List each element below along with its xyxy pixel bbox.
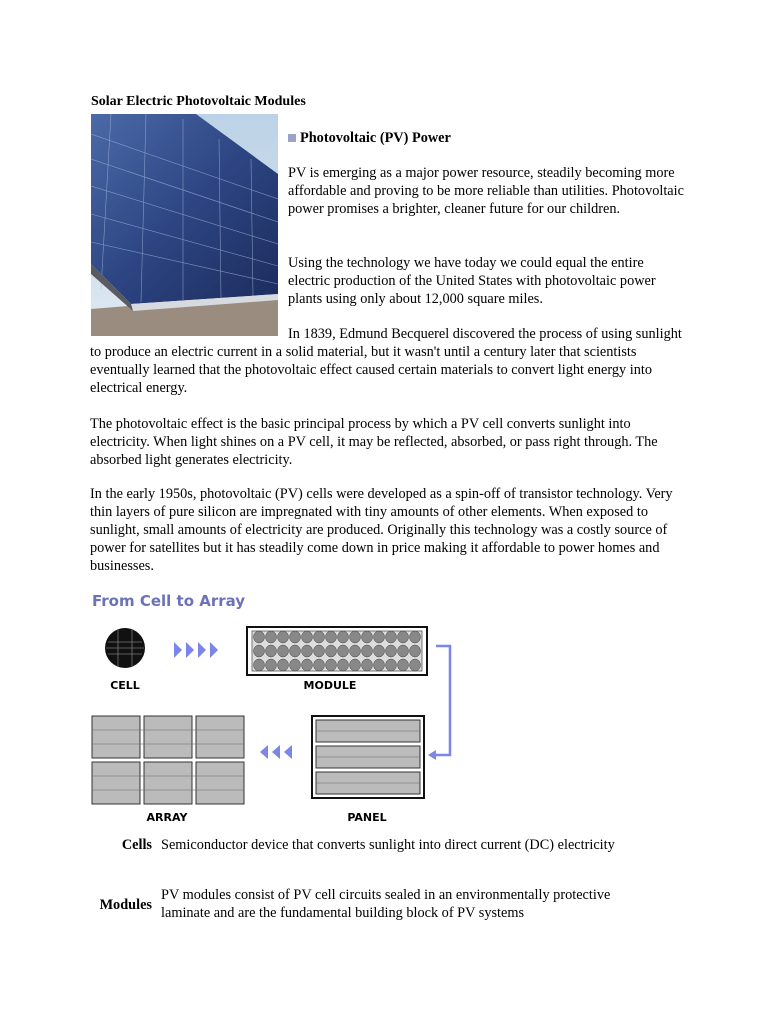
module-cell-oval xyxy=(374,631,385,643)
module-cell-oval xyxy=(302,659,313,671)
module-cell-oval xyxy=(338,659,349,671)
module-cell-oval xyxy=(314,659,325,671)
label-panel: PANEL xyxy=(347,811,387,824)
section-heading: Photovoltaic (PV) Power xyxy=(288,129,451,147)
module-cell-oval xyxy=(278,659,289,671)
connector-line xyxy=(436,646,450,755)
label-module: MODULE xyxy=(303,679,357,692)
paragraph-1950s: In the early 1950s, photovoltaic (PV) cells were developed as a spin-off of transistor technology. Very thin layers of pure silicon are impregnated with tiny amounts of other elements. When exposed to sunlight, small amounts of electricity are produced. Originally this technology was a costly source of power for satellites but it has steadily come down in price making it affordable to power homes and businesses. xyxy=(90,486,673,574)
module-cell-oval xyxy=(254,645,265,657)
module-cell-oval xyxy=(266,631,277,643)
module-cell-oval xyxy=(338,645,349,657)
diagram-title: From Cell to Array xyxy=(92,592,246,610)
module-cell-oval xyxy=(374,645,385,657)
connector-arrowhead-icon xyxy=(428,750,436,760)
definition-desc-modules: PV modules consist of PV cell circuits sealed in an environmentally protective laminate and are the fundamental building block of PV systems xyxy=(161,887,611,921)
module-cell-oval xyxy=(410,659,421,671)
module-cell-oval xyxy=(398,659,409,671)
module-cell-oval xyxy=(374,659,385,671)
module-cell-oval xyxy=(350,645,361,657)
module-cell-oval xyxy=(386,659,397,671)
page-title: Solar Electric Photovoltaic Modules xyxy=(91,94,306,109)
square-bullet-icon xyxy=(288,134,296,142)
module-cell-oval xyxy=(326,645,337,657)
module-cell-oval xyxy=(326,659,337,671)
array-icon xyxy=(92,716,244,804)
module-cell-oval xyxy=(266,645,277,657)
module-cell-oval xyxy=(362,645,373,657)
module-cell-oval xyxy=(278,631,289,643)
module-cell-oval xyxy=(266,659,277,671)
module-cell-oval xyxy=(410,645,421,657)
module-cell-oval xyxy=(386,631,397,643)
definition-term-cells: Cells xyxy=(121,837,152,853)
module-cell-oval xyxy=(278,645,289,657)
module-cell-oval xyxy=(314,631,325,643)
label-array: ARRAY xyxy=(146,811,188,824)
module-cell-oval xyxy=(338,631,349,643)
module-cell-oval xyxy=(314,645,325,657)
module-cell-oval xyxy=(410,631,421,643)
module-cell-oval xyxy=(326,631,337,643)
paragraph-becquerel: In 1839, Edmund Becquerel discovered the process of using sunlight to produce an electric current in a solid material, but it wasn't until a century later that scientists eventually learned that the photovoltaic effect caused certain materials to convert light energy into electrical energy. xyxy=(90,326,682,396)
module-cell-oval xyxy=(362,659,373,671)
label-cell: CELL xyxy=(110,679,140,692)
right-arrows-icon xyxy=(174,642,218,658)
module-cell-oval xyxy=(290,659,301,671)
module-cell-oval xyxy=(302,631,313,643)
module-cell-oval xyxy=(350,631,361,643)
cell-to-array-diagram xyxy=(90,620,470,835)
definition-desc-cells: Semiconductor device that converts sunlight into direct current (DC) electricity xyxy=(161,837,615,853)
module-cell-oval xyxy=(398,645,409,657)
module-cell-oval xyxy=(350,659,361,671)
cell-icon xyxy=(105,628,145,668)
module-cell-oval xyxy=(398,631,409,643)
paragraph-technology: Using the technology we have today we could equal the entire electric production of the United States with photovoltaic power plants using only about 12,000 square miles. xyxy=(288,255,656,307)
module-cell-oval xyxy=(254,631,265,643)
module-cell-oval xyxy=(302,645,313,657)
left-arrows-icon xyxy=(260,745,292,759)
paragraph-pv-emerging: PV is emerging as a major power resource, steadily becoming more affordable and proving to be more reliable than utilities. Photovoltaic power promises a brighter, cleaner future for our children. xyxy=(288,165,684,217)
module-cell-oval xyxy=(290,631,301,643)
module-cell-oval xyxy=(290,645,301,657)
module-cell-oval xyxy=(254,659,265,671)
solar-roof-photo xyxy=(91,114,278,336)
definition-term-modules: Modules xyxy=(99,897,152,913)
module-cell-oval xyxy=(362,631,373,643)
module-cell-oval xyxy=(386,645,397,657)
paragraph-photovoltaic-effect: The photovoltaic effect is the basic principal process by which a PV cell converts sunlight into electricity. When light shines on a PV cell, it may be reflected, absorbed, or pass right through. The absorbed light generates electricity. xyxy=(90,416,658,468)
module-icon xyxy=(247,627,427,675)
